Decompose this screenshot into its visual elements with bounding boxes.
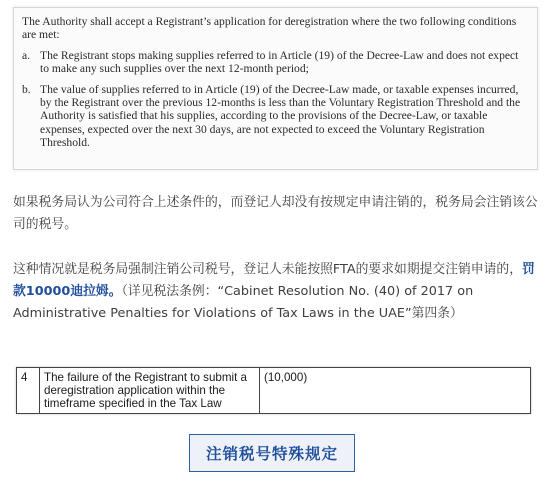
penalty-amount-cell: (10,000) xyxy=(260,368,531,414)
penalty-number-cell: 4 xyxy=(17,368,40,414)
clause-marker: b. xyxy=(22,82,31,96)
clause-marker: a. xyxy=(22,48,31,62)
penalty-text-after: （详见税法条例：“Cabinet Resolution No. (40) of 2017 on Administrative Penalties for Violations of Tax Laws in the UAE”第四条） xyxy=(13,284,474,321)
law-quote-box xyxy=(13,7,538,170)
table-row xyxy=(17,368,531,414)
clause-text: The Registrant stops making supplies referred to in Article (19) of the Decree-Law and does not expect to make any such supplies over the next 12-month period; xyxy=(40,48,519,76)
clause-b xyxy=(22,83,527,150)
quote-intro: The Authority shall accept a Registrant’s application for deregistration where the two following conditions are met: xyxy=(22,15,517,42)
paragraph-penalty xyxy=(13,259,541,325)
penalty-amount-highlight: 罚款10000迪拉姆。 xyxy=(13,262,535,299)
penalty-table xyxy=(16,367,531,414)
paragraph-deregistration-rule: 如果税务局认为公司符合上述条件的，而登记人却没有按规定申请注销的，税务局会注销该公司的税号。 xyxy=(13,195,538,232)
penalty-text-before: 这种情况就是税务局强制注销公司税号，登记人未能按照FTA的要求如期提交注销申请的， xyxy=(13,262,522,277)
clause-text: The value of supplies referred to in Article (19) of the Decree-Law made, or taxable expenses incurred, by the Registrant over the previous 12-months is less than the Voluntary Registration Threshold and the Authority is satisfied that his supplies, according to the provisions of the Decree-Law, or taxable expenses, expected over the next 30 days, are not expected to exceed the Voluntary Registration Threshold. xyxy=(40,82,521,150)
section-title-badge: 注销税号特殊规定 xyxy=(189,434,355,472)
clause-a xyxy=(22,49,527,76)
penalty-description-cell: The failure of the Registrant to submit a deregistration application within the timeframe specified in the Tax Law xyxy=(40,368,260,414)
